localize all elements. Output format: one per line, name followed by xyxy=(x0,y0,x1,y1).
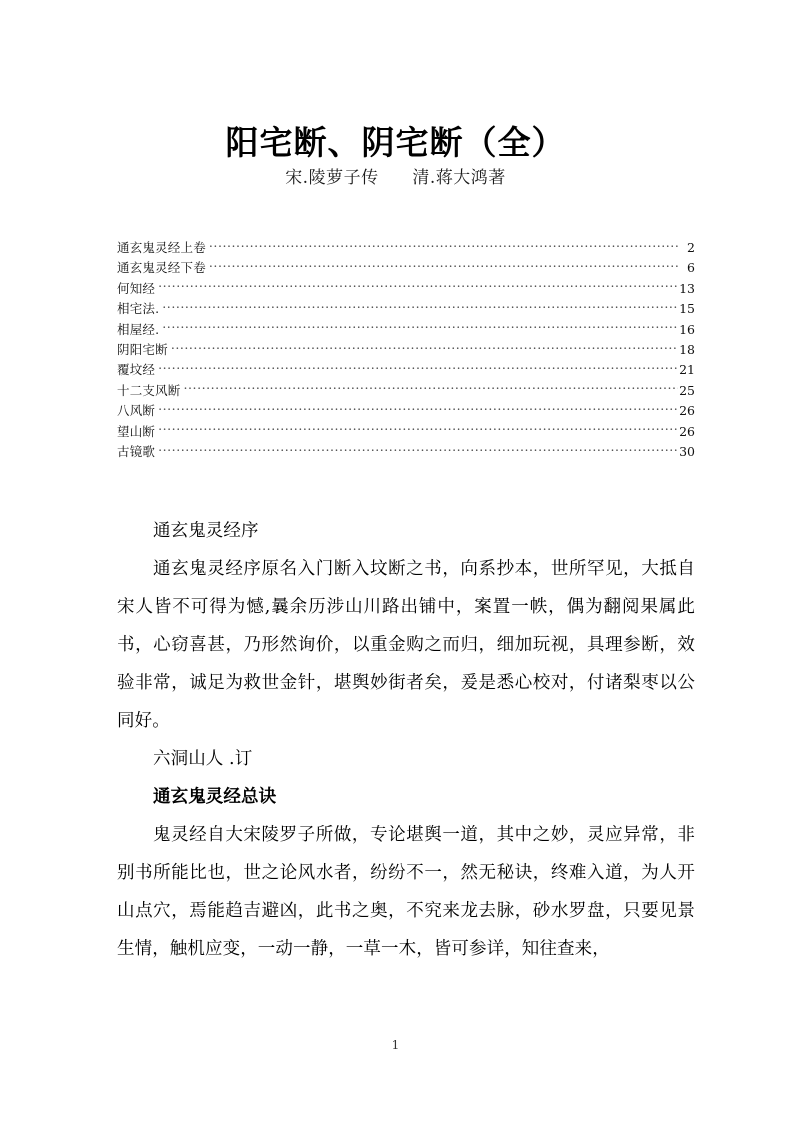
toc-entry[interactable] xyxy=(117,401,695,421)
toc-leader-dots xyxy=(162,301,678,313)
toc-entry-page: 26 xyxy=(679,423,695,439)
toc-entry-label: 阴阳宅断 xyxy=(117,341,168,357)
toc-entry-label: 八风断 xyxy=(117,403,156,419)
toc-entry-label: 相屋经. xyxy=(117,321,160,337)
toc-entry[interactable] xyxy=(117,279,695,299)
document-body xyxy=(117,512,695,968)
toc-entry[interactable] xyxy=(117,320,695,340)
toc-entry[interactable] xyxy=(117,422,695,442)
toc-entry-page: 30 xyxy=(679,443,695,459)
section-heading-preface: 通玄鬼灵经序 xyxy=(153,521,259,541)
section-heading-general-formula: 通玄鬼灵经总诀 xyxy=(153,787,277,807)
toc-entry-page: 13 xyxy=(679,280,695,296)
toc-entry-page: 2 xyxy=(687,240,695,255)
toc-leader-dots xyxy=(158,362,678,374)
toc-leader-dots xyxy=(209,240,679,252)
toc-entry-page: 26 xyxy=(679,403,695,419)
page-number: 1 xyxy=(391,1038,400,1052)
toc-leader-dots xyxy=(184,383,679,395)
toc-leader-dots xyxy=(158,281,678,293)
toc-entry[interactable] xyxy=(117,381,695,401)
paragraph-general-formula: 鬼灵经自大宋陵罗子所做，专论堪舆一道，其中之妙，灵应异常，非别书所能比也，世之论风水者，纷纷不一，然无秘诀，终难入道，为人开山点穴，焉能趋吉避凶，此书之奥，不究来龙去脉，砂水罗盘，只要见景生情，触机应变，一动一静，一草一木，皆可参详，知往查来， xyxy=(117,825,695,959)
byline-transmitter: 宋.陵萝子传 xyxy=(285,168,379,188)
document-byline xyxy=(0,167,791,189)
toc-entry-page: 18 xyxy=(679,341,695,357)
toc-entry-label: 望山断 xyxy=(117,423,156,439)
toc-entry-label: 覆坟经 xyxy=(117,362,156,378)
toc-entry-label: 相宅法. xyxy=(117,301,160,317)
toc-entry-label: 十二支风断 xyxy=(117,382,181,398)
toc-entry-page: 21 xyxy=(679,362,695,378)
toc-entry[interactable] xyxy=(117,299,695,319)
toc-entry-label: 何知经 xyxy=(117,280,156,296)
toc-leader-dots xyxy=(209,260,679,272)
toc-entry-label: 通玄鬼灵经下卷 xyxy=(117,260,206,276)
toc-leader-dots xyxy=(171,342,678,354)
toc-leader-dots xyxy=(158,403,678,415)
byline-author: 清.蒋大鸿著 xyxy=(412,168,506,188)
toc-entry-label: 古镜歌 xyxy=(117,443,156,459)
toc-entry-page: 25 xyxy=(679,382,695,398)
toc-entry-page: 6 xyxy=(687,260,695,276)
toc-entry[interactable] xyxy=(117,258,695,278)
preface-signature: 六洞山人 .订 xyxy=(153,749,253,769)
table-of-contents xyxy=(117,238,695,462)
toc-entry-page: 15 xyxy=(679,301,695,317)
toc-leader-dots xyxy=(158,444,678,456)
toc-entry[interactable] xyxy=(117,360,695,380)
toc-entry[interactable] xyxy=(117,340,695,360)
toc-entry[interactable] xyxy=(117,238,695,258)
toc-entry-label: 通玄鬼灵经上卷 xyxy=(117,240,206,255)
toc-leader-dots xyxy=(162,322,678,334)
toc-leader-dots xyxy=(158,424,678,436)
paragraph-preface: 通玄鬼灵经序原名入门断入坟断之书，向系抄本，世所罕见，大抵自宋人皆不可得为憾,曩余历涉山川路出铺中，案置一帙，偶为翻阅果属此书，心窃喜甚，乃形然询价，以重金购之而归，细加玩视，具理参断，效验非常，诚足为救世金针，堪舆妙街者矣，爰是悉心校对，付诸梨枣以公同好。 xyxy=(117,559,695,731)
toc-entry-page: 16 xyxy=(679,321,695,337)
toc-entry[interactable] xyxy=(117,442,695,462)
page-title: 阳宅断、阴宅断（全） xyxy=(225,123,566,163)
